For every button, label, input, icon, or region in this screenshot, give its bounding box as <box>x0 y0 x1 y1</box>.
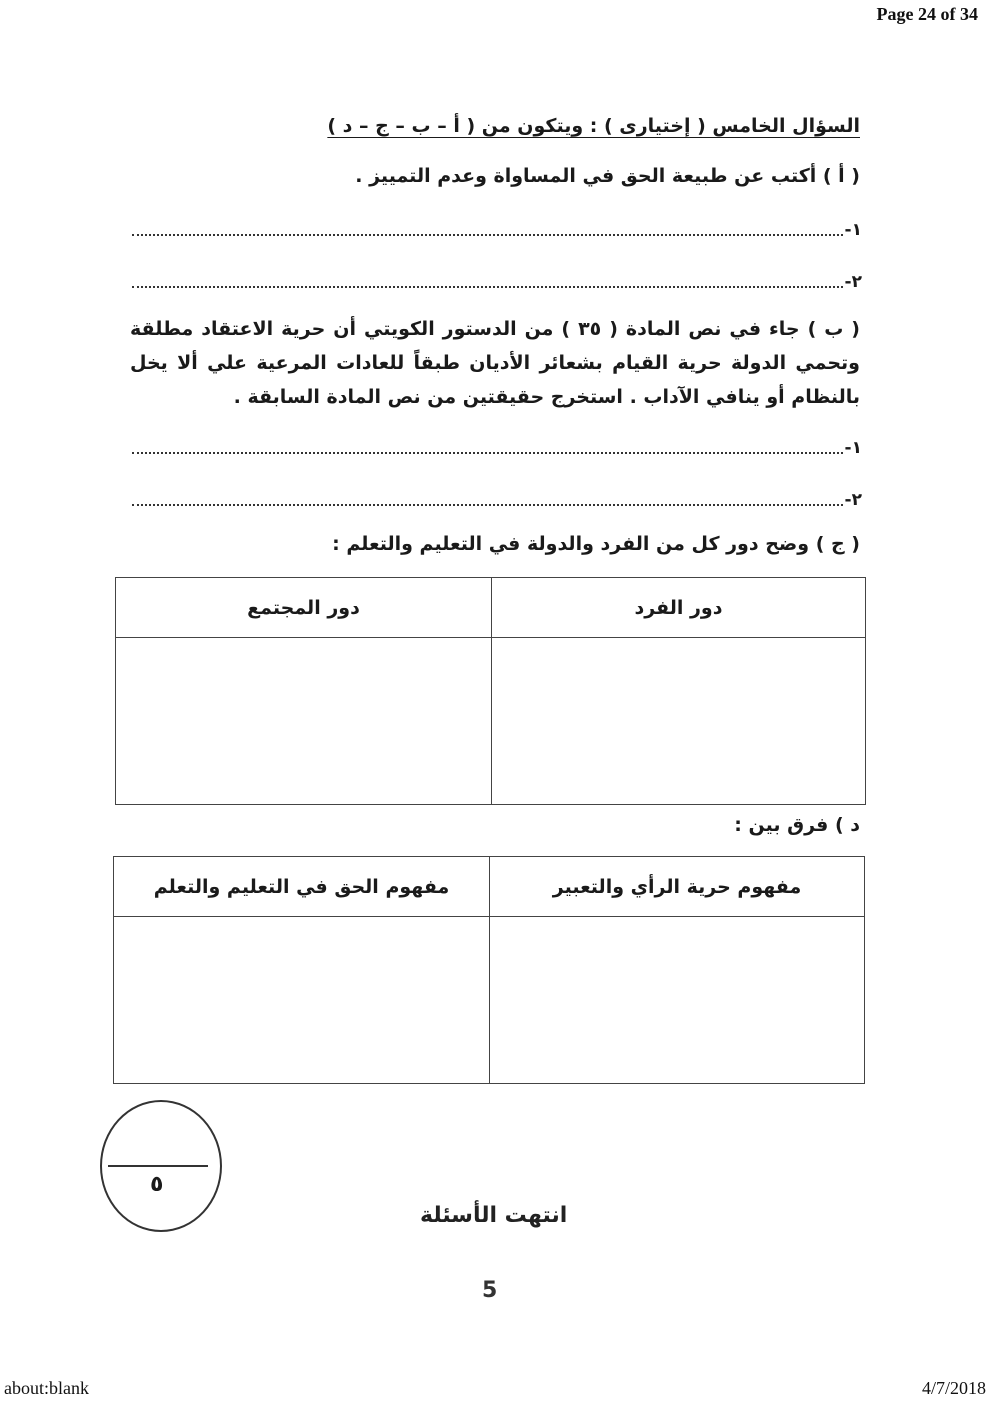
score-divider <box>108 1165 208 1167</box>
table-header-education-right: مفهوم الحق في التعليم والتعلم <box>114 857 490 917</box>
part-a-prompt: ( أ ) أكتب عن طبيعة الحق في المساواة وعدم التمييز . <box>355 165 860 187</box>
answer-line[interactable] <box>132 484 862 510</box>
answer-number: ١- <box>844 438 862 458</box>
part-b-prompt: ( ب ) جاء في نص المادة ( ٣٥ ) من الدستور الكويتي أن حرية الاعتقاد مطلقة وتحمي الدولة حرية القيام بشعائر الأديان طبقاً للعادات المرعية علي ألا يخل بالنظام أو ينافي الآداب . استخرج حقيقتين من نص المادة السابقة . <box>130 318 860 408</box>
answer-cell[interactable] <box>114 917 490 1084</box>
answer-cell[interactable] <box>116 638 492 805</box>
question-title: السؤال الخامس ( إختيارى ) : ويتكون من ( أ – ب – ج – د ) <box>327 115 860 137</box>
footer-url: about:blank <box>4 1378 89 1398</box>
dotted-line <box>132 234 843 236</box>
page-indicator: Page 24 of 34 <box>876 4 978 24</box>
answer-number: ٢- <box>844 272 862 292</box>
answer-line[interactable] <box>132 432 862 458</box>
part-d-prompt: د ) فرق بين : <box>734 814 860 836</box>
answer-line[interactable] <box>132 266 862 292</box>
dotted-line <box>132 286 843 288</box>
part-c-prompt: ( ج ) وضح دور كل من الفرد والدولة في التعليم والتعلم : <box>332 533 860 555</box>
dotted-line <box>132 504 843 506</box>
part-c-table <box>115 577 866 805</box>
answer-cell[interactable] <box>490 917 865 1084</box>
answer-line[interactable] <box>132 214 862 240</box>
score-max: ٥ <box>150 1172 164 1197</box>
end-of-questions: انتهت الأسئلة <box>420 1203 568 1228</box>
answer-cell[interactable] <box>492 638 866 805</box>
table-header-individual-role: دور الفرد <box>492 578 866 638</box>
footer-date: 4/7/2018 <box>921 1378 986 1398</box>
table-header-society-role: دور المجتمع <box>116 578 492 638</box>
answer-number: ٢- <box>844 490 862 510</box>
part-d-table <box>113 856 865 1084</box>
answer-number: ١- <box>844 220 862 240</box>
page-number: 5 <box>482 1278 498 1303</box>
table-header-expression-freedom: مفهوم حرية الرأي والتعبير <box>490 857 865 917</box>
dotted-line <box>132 452 843 454</box>
